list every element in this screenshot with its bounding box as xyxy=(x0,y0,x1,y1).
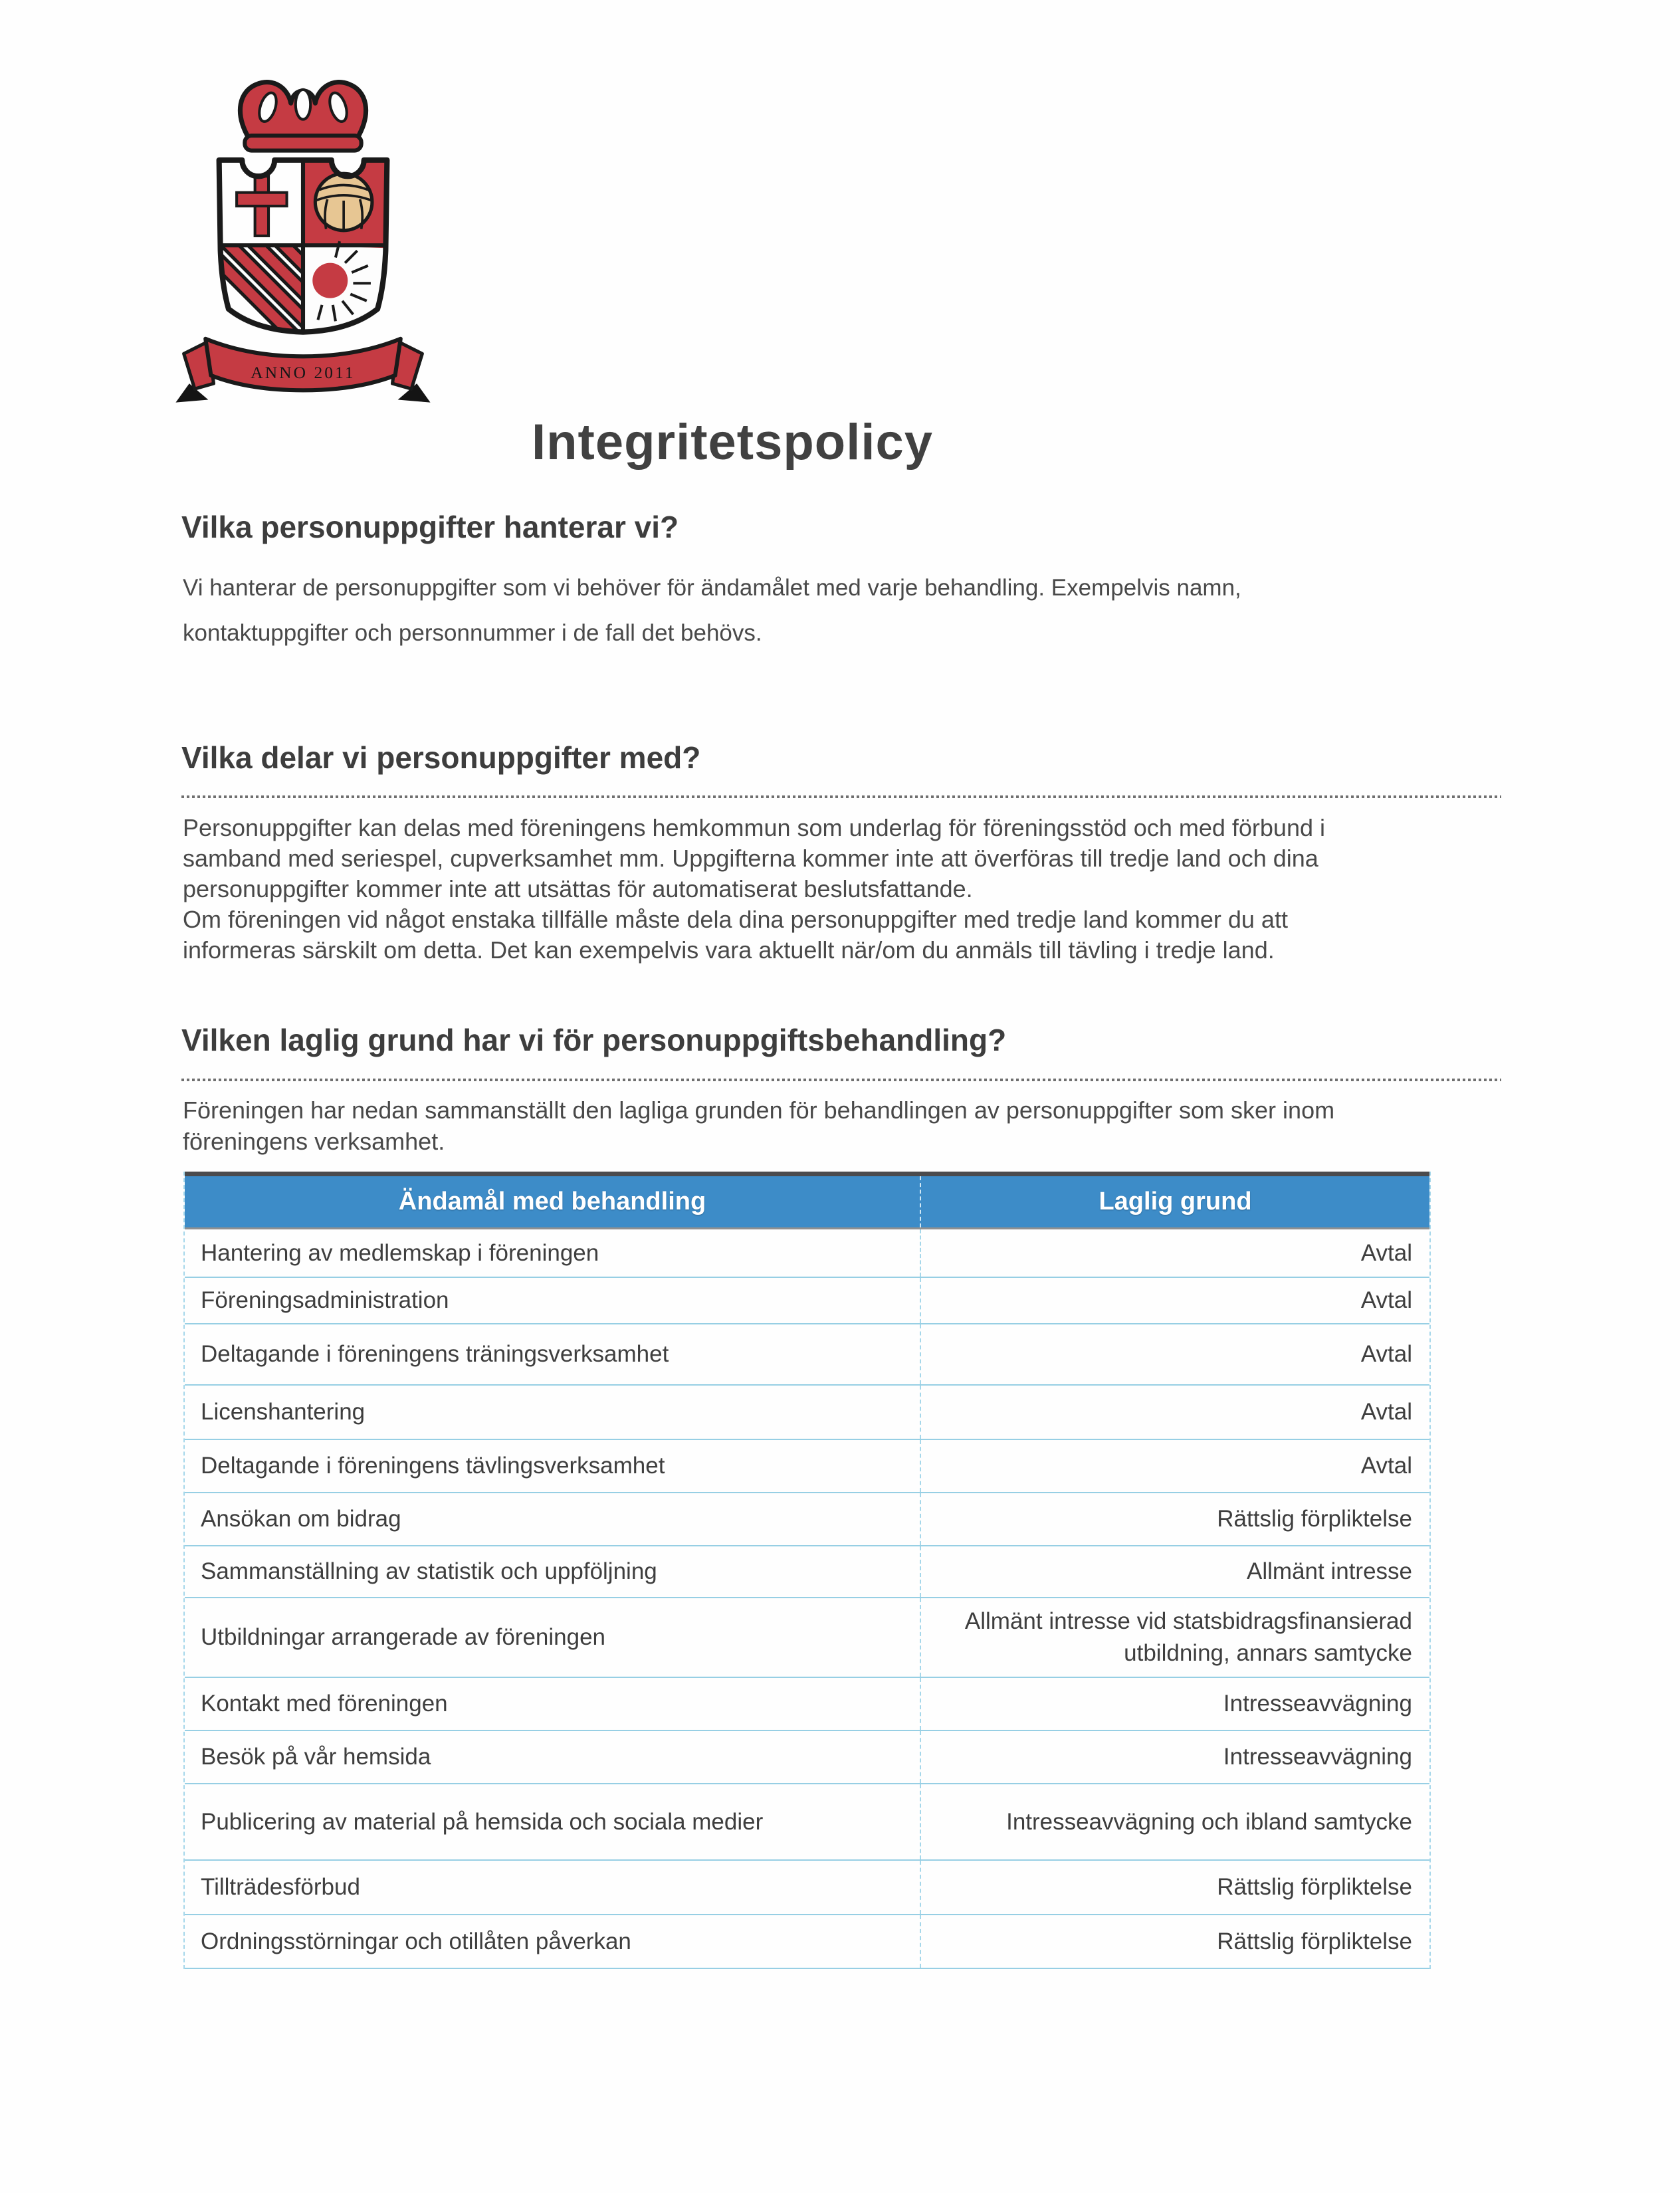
dotted-divider xyxy=(181,1079,1501,1081)
purpose-cell: Ansökan om bidrag xyxy=(185,1493,921,1545)
paragraph-line: Föreningen har nedan sammanställt den lagliga grunden för behandlingen av personuppgifter som sker inom xyxy=(183,1096,1335,1124)
purpose-cell: Licenshantering xyxy=(185,1386,921,1439)
section-heading-laglig-grund: Vilken laglig grund har vi för personuppgiftsbehandling? xyxy=(181,1023,1007,1057)
basis-cell: Intresseavvägning xyxy=(1223,1691,1412,1717)
page-title: Integritetspolicy xyxy=(532,414,933,470)
paragraph-line: kontaktuppgifter och personnummer i de fall det behövs. xyxy=(183,620,762,646)
table-row xyxy=(185,1229,1429,1278)
table-header-row xyxy=(185,1176,1429,1229)
basis-cell: Avtal xyxy=(1360,1399,1412,1425)
basis-cell: Avtal xyxy=(1360,1341,1412,1367)
purpose-cell: Deltagande i föreningens tävlingsverksamhet xyxy=(185,1440,921,1492)
crown-icon xyxy=(240,82,366,151)
shield xyxy=(192,160,394,339)
purpose-cell: Besök på vår hemsida xyxy=(185,1731,921,1783)
table-row xyxy=(185,1324,1429,1386)
paragraph-line: Vi hanterar de personuppgifter som vi behöver för ändamålet med varje behandling. Exempelvis namn, xyxy=(183,575,1241,601)
table-row xyxy=(185,1861,1429,1915)
basis-cell: Avtal xyxy=(1360,1287,1412,1313)
purpose-cell: Kontakt med föreningen xyxy=(185,1678,921,1730)
section-heading-personuppgifter: Vilka personuppgifter hanterar vi? xyxy=(181,510,679,544)
table-row xyxy=(185,1546,1429,1598)
table-row xyxy=(185,1386,1429,1440)
purpose-cell: Hantering av medlemskap i föreningen xyxy=(185,1229,921,1277)
table-row xyxy=(185,1915,1429,1969)
purpose-cell: Ordningsstörningar och otillåten påverkan xyxy=(185,1915,921,1968)
table-top-border xyxy=(185,1172,1429,1176)
purpose-cell: Deltagande i föreningens träningsverksamhet xyxy=(185,1324,921,1384)
header-cell-basis: Laglig grund xyxy=(1099,1188,1252,1215)
purpose-cell: Sammanställning av statistik och uppföljning xyxy=(185,1546,921,1597)
basis-cell: Allmänt intresse xyxy=(1247,1558,1412,1584)
table-row xyxy=(185,1278,1429,1324)
paragraph-line: Personuppgifter kan delas med föreningens hemkommun som underlag för föreningsstöd och med förbund i xyxy=(183,814,1325,841)
purpose-cell: Utbildningar arrangerade av föreningen xyxy=(185,1598,921,1677)
paragraph-section-1 xyxy=(183,572,1241,662)
paragraph-line: föreningens verksamhet. xyxy=(183,1128,445,1155)
basis-cell: Rättslig förpliktelse xyxy=(1217,1874,1412,1900)
cross-icon xyxy=(237,176,286,236)
table-row xyxy=(185,1440,1429,1493)
table-row xyxy=(185,1598,1429,1678)
paragraph-section-3 xyxy=(183,1095,1334,1158)
basis-cell: Intresseavvägning och ibland samtycke xyxy=(1006,1808,1412,1835)
basis-cell: Avtal xyxy=(1360,1239,1412,1266)
table-row xyxy=(185,1731,1429,1784)
basis-cell: Avtal xyxy=(1360,1453,1412,1479)
paragraph-line: samband med seriespel, cupverksamhet mm. Uppgifterna kommer inte att överföras till tredje land och dina xyxy=(183,845,1318,872)
paragraph-line: Om föreningen vid något enstaka tillfälle måste dela dina personuppgifter med tredje land kommer du att xyxy=(183,906,1288,933)
purpose-cell: Tillträdesförbud xyxy=(185,1861,921,1914)
basis-cell: Rättslig förpliktelse xyxy=(1217,1506,1412,1532)
crest-banner-text: ANNO 2011 xyxy=(251,362,356,382)
paragraph-line: informeras särskilt om detta. Det kan exempelvis vara aktuellt när/om du anmäls till tävling i tredje land. xyxy=(183,936,1275,964)
paragraph-section-2 xyxy=(183,813,1325,966)
table-row xyxy=(185,1493,1429,1546)
header-cell-purpose: Ändamål med behandling xyxy=(185,1176,921,1227)
ribbon-banner xyxy=(175,339,430,403)
purpose-cell: Publicering av material på hemsida och sociala medier xyxy=(185,1784,921,1859)
purpose-cell: Föreningsadministration xyxy=(185,1278,921,1323)
basis-cell: Intresseavvägning xyxy=(1223,1744,1412,1770)
section-heading-delar-vi: Vilka delar vi personuppgifter med? xyxy=(181,740,701,775)
dotted-divider xyxy=(181,795,1501,798)
table-row xyxy=(185,1678,1429,1731)
basis-cell: Allmänt intresse vid statsbidragsfinansierad utbildning, annars samtycke xyxy=(964,1608,1412,1666)
basis-cell: Rättslig förpliktelse xyxy=(1217,1928,1412,1954)
club-crest-logo xyxy=(167,61,439,416)
paragraph-line: personuppgifter kommer inte att utsättas för automatiserat beslutsfattande. xyxy=(183,875,973,902)
volleyball-icon xyxy=(315,173,372,231)
legal-basis-table xyxy=(183,1172,1431,1969)
table-row xyxy=(185,1784,1429,1861)
